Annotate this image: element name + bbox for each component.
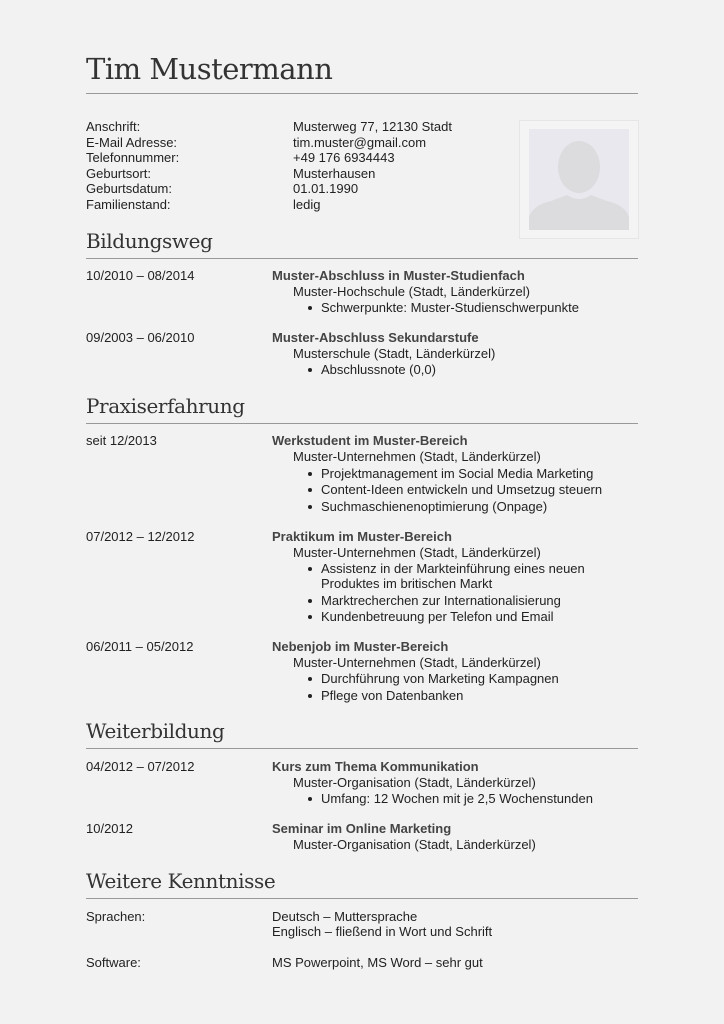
entry-org: Muster-Unternehmen (Stadt, Länderkürzel) bbox=[293, 545, 541, 560]
entry-title: Seminar im Online Marketing bbox=[272, 821, 452, 836]
contact-label: Geburtsdatum: bbox=[86, 181, 172, 196]
divider bbox=[86, 93, 638, 94]
skill-label: Software: bbox=[86, 955, 141, 970]
bullet-icon bbox=[308, 677, 312, 681]
section-heading: Bildungsweg bbox=[86, 229, 213, 253]
skill-label: Sprachen: bbox=[86, 909, 146, 924]
divider bbox=[86, 748, 638, 749]
entry-date: 09/2003 – 06/2010 bbox=[86, 330, 195, 345]
bullet-icon bbox=[308, 567, 312, 571]
contact-label: Telefonnummer: bbox=[86, 150, 180, 165]
entry-title: Werkstudent im Muster-Bereich bbox=[272, 433, 468, 448]
entry-bullet: Kundenbetreuung per Telefon und Email bbox=[321, 609, 554, 624]
cv-name: Tim Mustermann bbox=[86, 52, 333, 86]
bullet-icon bbox=[308, 694, 312, 698]
entry-bullet: Content-Ideen entwickeln und Umsetzug steuern bbox=[321, 482, 603, 497]
divider bbox=[86, 423, 638, 424]
entry-date: 07/2012 – 12/2012 bbox=[86, 529, 195, 544]
contact-value: 01.01.1990 bbox=[293, 181, 359, 196]
skill-value: Deutsch – Muttersprache bbox=[272, 909, 418, 924]
entry-title: Muster-Abschluss in Muster-Studienfach bbox=[272, 268, 525, 283]
entry-title: Kurs zum Thema Kommunikation bbox=[272, 759, 479, 774]
entry-org: Muster-Organisation (Stadt, Länderkürzel) bbox=[293, 775, 536, 790]
contact-value: Musterhausen bbox=[293, 166, 376, 181]
bullet-icon bbox=[308, 472, 312, 476]
bullet-icon bbox=[308, 306, 312, 310]
entry-bullet: Pflege von Datenbanken bbox=[321, 688, 464, 703]
contact-label: E-Mail Adresse: bbox=[86, 135, 178, 150]
entry-date: 10/2012 bbox=[86, 821, 133, 836]
entry-bullet: Projektmanagement im Social Media Marketing bbox=[321, 466, 594, 481]
bullet-icon bbox=[308, 488, 312, 492]
entry-bullet: Umfang: 12 Wochen mit je 2,5 Wochenstunden bbox=[321, 791, 593, 806]
contact-label: Anschrift: bbox=[86, 119, 141, 134]
entry-org: Muster-Unternehmen (Stadt, Länderkürzel) bbox=[293, 655, 541, 670]
entry-title: Muster-Abschluss Sekundarstufe bbox=[272, 330, 479, 345]
contact-value: Musterweg 77, 12130 Stadt bbox=[293, 119, 452, 134]
section-heading: Weiterbildung bbox=[86, 719, 225, 743]
entry-date: 06/2011 – 05/2012 bbox=[86, 639, 194, 654]
bullet-icon bbox=[308, 368, 312, 372]
bullet-icon bbox=[308, 599, 312, 603]
entry-bullet: Durchführung von Marketing Kampagnen bbox=[321, 671, 559, 686]
skill-value: Englisch – fließend in Wort und Schrift bbox=[272, 924, 493, 939]
contact-label: Familienstand: bbox=[86, 197, 171, 212]
entry-date: 10/2010 – 08/2014 bbox=[86, 268, 195, 283]
entry-bullet: Schwerpunkte: Muster-Studienschwerpunkte bbox=[321, 300, 579, 315]
entry-org: Muster-Hochschule (Stadt, Länderkürzel) bbox=[293, 284, 530, 299]
entry-org: Muster-Unternehmen (Stadt, Länderkürzel) bbox=[293, 449, 541, 464]
profile-photo bbox=[519, 120, 639, 239]
divider bbox=[86, 258, 638, 259]
bullet-icon bbox=[308, 797, 312, 801]
entry-org: Musterschule (Stadt, Länderkürzel) bbox=[293, 346, 496, 361]
entry-org: Muster-Organisation (Stadt, Länderkürzel) bbox=[293, 837, 536, 852]
contact-value: tim.muster@gmail.com bbox=[293, 135, 427, 150]
section-heading: Weitere Kenntnisse bbox=[86, 869, 276, 893]
contact-label: Geburtsort: bbox=[86, 166, 152, 181]
entry-date: seit 12/2013 bbox=[86, 433, 157, 448]
entry-title: Nebenjob im Muster-Bereich bbox=[272, 639, 449, 654]
skill-value: MS Powerpoint, MS Word – sehr gut bbox=[272, 955, 483, 970]
entry-date: 04/2012 – 07/2012 bbox=[86, 759, 195, 774]
entry-bullet: Abschlussnote (0,0) bbox=[321, 362, 436, 377]
section-heading: Praxiserfahrung bbox=[86, 394, 245, 418]
bullet-icon bbox=[308, 615, 312, 619]
person-silhouette-icon bbox=[529, 129, 629, 230]
entry-bullet: Marktrecherchen zur Internationalisierung bbox=[321, 593, 561, 608]
bullet-icon bbox=[308, 505, 312, 509]
contact-value: +49 176 6934443 bbox=[293, 150, 395, 165]
contact-value: ledig bbox=[293, 197, 321, 212]
entry-title: Praktikum im Muster-Bereich bbox=[272, 529, 452, 544]
divider bbox=[86, 898, 638, 899]
entry-bullet: Suchmaschienenoptimierung (Onpage) bbox=[321, 499, 548, 514]
entry-bullet-continuation: Produktes im britischen Markt bbox=[321, 576, 493, 591]
entry-bullet: Assistenz in der Markteinführung eines neuen bbox=[321, 561, 585, 576]
